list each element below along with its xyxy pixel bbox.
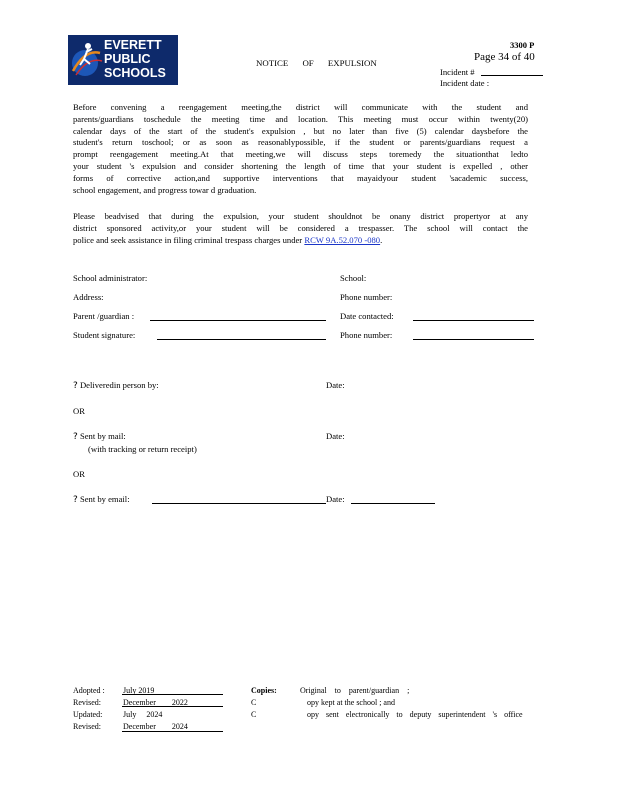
mail-tracking-note: (with tracking or return receipt) (88, 444, 197, 454)
incident-number-field[interactable] (481, 75, 543, 76)
sent-by-email-label: Sent by email: (79, 494, 130, 504)
adopted-date: July 2019 (123, 686, 155, 695)
checkbox-icon[interactable]: ? (73, 432, 78, 442)
revised-underline (122, 706, 223, 707)
updated-label: Updated: (73, 710, 103, 719)
paragraph-line: student's return toschool; or as soon as reasonablypossible, if the student or parents/guardians request a (73, 137, 528, 148)
student-signature-label: Student signature: (73, 330, 136, 340)
school-label: School: (340, 273, 367, 283)
parent-guardian-field[interactable] (150, 320, 326, 321)
paragraph-line: prompt reengagement meeting.At that meeting,we will discuss steps toremedy the situationthat ledto (73, 149, 528, 160)
revised-date: December 2022 (123, 698, 188, 707)
document-title: NOTICE OF EXPULSION (256, 58, 377, 68)
sent-by-email-option[interactable] (73, 494, 130, 505)
revised-underline (122, 731, 223, 732)
revised-date: December 2024 (123, 722, 188, 731)
logo-text-public: PUBLIC (104, 52, 151, 66)
copies-label: Copies: (251, 686, 277, 695)
delivered-in-person-label: Deliveredin person by: (79, 380, 159, 390)
school-administrator-label: School administrator: (73, 273, 148, 283)
paragraph-line: parents/guardians toschedule the meeting time and location. This meeting must occur within twenty(20) (73, 113, 528, 124)
date-label: Date: (326, 380, 345, 390)
adopted-label: Adopted : (73, 686, 105, 695)
date-label: Date: (326, 431, 345, 441)
revised-label: Revised: (73, 698, 101, 707)
copy-electronic: opy sent electronically to deputy superintendent 's office (307, 710, 523, 719)
copy-original: Original to parent/guardian ; (300, 686, 410, 695)
updated-date: July 2024 (123, 710, 163, 719)
reengagement-paragraph (73, 102, 528, 196)
logo-text-everett: EVERETT (104, 38, 162, 52)
date-label: Date: (326, 494, 345, 504)
page-number: Page 34 of 40 (474, 51, 535, 63)
logo-text-schools: SCHOOLS (104, 66, 166, 80)
delivered-in-person-option[interactable] (73, 380, 159, 391)
copy-c-letter: C (251, 710, 257, 719)
phone-number-label-2: Phone number: (340, 330, 393, 340)
copy-c-letter: C (251, 698, 257, 707)
date-contacted-field[interactable] (413, 320, 534, 321)
rcw-link[interactable]: RCW 9A.52.070 -080 (304, 234, 381, 245)
everett-public-schools-logo (68, 35, 178, 85)
checkbox-icon[interactable]: ? (73, 495, 78, 505)
or-separator: OR (73, 469, 85, 479)
sent-by-email-field[interactable] (152, 503, 326, 504)
paragraph-line: Before convening a reengagement meeting,the district will communicate with the student and (73, 102, 528, 112)
paragraph-line: school engagement, and progress towar d graduation. (73, 184, 257, 195)
paragraph-line (73, 235, 528, 247)
paragraph-line: calendar days of the start of the student's expulsion , but no later than five (5) calendar daysbefore the (73, 125, 528, 136)
checkbox-icon[interactable]: ? (73, 381, 78, 391)
paragraph-line: district sponsored activity,or your student will be considered a trespasser. The school will contact the (73, 222, 528, 233)
copy-school: opy kept at the school ; and (307, 698, 395, 707)
adopted-underline (122, 694, 223, 695)
date-contacted-label: Date contacted: (340, 311, 394, 321)
paragraph-end: . (380, 234, 383, 245)
email-date-field[interactable] (351, 503, 435, 504)
address-label: Address: (73, 292, 104, 302)
student-signature-field[interactable] (157, 339, 326, 340)
phone-number-label: Phone number: (340, 292, 393, 302)
trespass-paragraph (73, 211, 528, 246)
paragraph-line: your student 's expulsion and consider shortening the length of time that your student is expelled , other (73, 160, 528, 171)
paragraph-line: forms of corrective action,and supportive interventions that mayaidyour student 'sacademic success, (73, 172, 528, 183)
incident-number-label: Incident # (440, 67, 475, 77)
policy-code: 3300 P (510, 40, 535, 50)
sent-by-mail-label: Sent by mail: (79, 431, 126, 441)
incident-date-label: Incident date : (440, 78, 490, 88)
phone-number-field-2[interactable] (413, 339, 534, 340)
parent-guardian-label: Parent /guardian : (73, 311, 135, 321)
or-separator: OR (73, 406, 85, 416)
sent-by-mail-option[interactable] (73, 431, 126, 442)
paragraph-line: Please beadvised that during the expulsion, your student shouldnot be onany district propertyor at any (73, 211, 528, 221)
paragraph-line-text: police and seek assistance in filing criminal trespass charges under (73, 234, 303, 245)
revised-label: Revised: (73, 722, 101, 731)
